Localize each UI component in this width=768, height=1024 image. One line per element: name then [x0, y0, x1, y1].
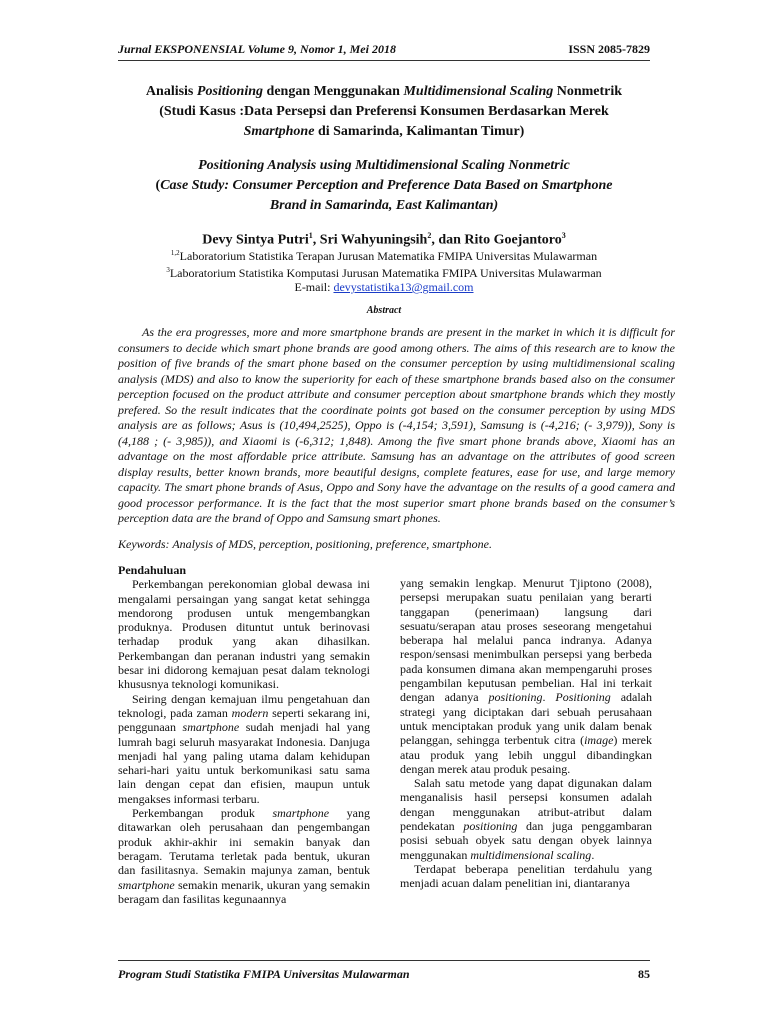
title-text: Positioning: [196, 84, 264, 99]
text: Seiring dengan kemajuan ilmu pengetahuan dan teknologi, pada zaman: [118, 691, 370, 720]
text: smartphone: [182, 720, 240, 735]
email-link[interactable]: devystatistika13@gmail.com: [333, 280, 474, 294]
affiliations: [140, 246, 628, 294]
title-text: Analisis: [145, 84, 197, 99]
text: Positioning: [555, 690, 611, 705]
subtitle-text: Smartphone: [243, 124, 315, 139]
paragraph: Perkembangan perekonomian global dewasa ini mengalami persaingan yang sangat ketat sehingga mendorong produsen untuk mengembangkan produknya. Produsen dituntut untuk berinovasi terhadap produk yang akan dihasilkan. Perkembangan dan peranan industri yang semakin besar ini didorong kemajuan pesat dalam teknologi khususnya teknologi komunikasi.: [118, 577, 370, 692]
text: positioning: [488, 690, 543, 705]
text: .: [542, 690, 556, 705]
paragraph: [118, 806, 370, 906]
title-indonesian: [140, 82, 628, 142]
text: Perkembangan produk: [132, 806, 273, 821]
text: multidimensional scaling: [470, 847, 592, 862]
paragraph: Terdapat beberapa penelitian terdahulu yang menjadi acuan dalam penelitian ini, diantaranya: [400, 861, 652, 891]
author-name: , dan Rito Goejantoro: [431, 232, 562, 248]
author-name: , Sri Wahyuningsih: [312, 232, 428, 248]
title-text: Multidimensional Scaling: [403, 84, 554, 99]
keywords: Keywords: Analysis of MDS, perception, positioning, preference, smartphone.: [118, 537, 492, 551]
text: smartphone: [118, 877, 175, 892]
title-en-text: Case Study: Consumer Perception and Preference Data Based on Smartphone Brand in Samarinda, East Kalimantan): [160, 178, 613, 213]
author-sup: 1: [308, 231, 313, 240]
abstract-text: As the era progresses, more and more smartphone brands are present in the market in which it is difficult for consumers to decide which smart phone brands are good among others. The aims of this research are to know the position of five brands of the smart phone based on the consumer perception by using multidimensional scaling analysis (MDS) and also to know the superiority for each of these smartphone brands based also on the consumer perception focused on the product attribute and consumer perception about smartphone brands which they mostly prefered. So the result indicates that the coordinate points got based on the consumer perception by using MDS analysis are as follows; Asus is (10,494,2525), Oppo is (-4,154; 3,591), Samsung is (-4,216; (- 3,979)), Sony is (4,188 ; (- 3,985)), and Xiaomi is (-6,312; 1,848). Among the five smart phone brands above, Xiaomi has an advantage on the most affordable price attribute. Samsung has an advantage on the attributes of good screen display results, better known brands, more beautiful designs, complete features, ease for use, and large memory capacity. The smart phone brands of Asus, Oppo and Sony have the advantage on the results of a good camera and good processor performance. It is the fact that the most superior smart phone brands based on the consumer’s perception data are the brand of Oppo and Samsung smart phones.: [118, 325, 675, 525]
author-name: Devy Sintya Putri: [202, 232, 309, 248]
text: .: [591, 847, 595, 862]
author-sup: 2: [427, 231, 432, 240]
footer-text: Program Studi Statistika FMIPA Universitas Mulawarman: [118, 967, 410, 981]
affiliation-text: Laboratorium Statistika Terapan Jurusan Matematika FMIPA Universitas Mulawarman: [179, 249, 598, 263]
footer-rule: [118, 960, 650, 961]
issn: ISSN 2085-7829: [568, 42, 650, 56]
running-footer: [118, 967, 650, 982]
paragraph: [400, 576, 652, 776]
text: ) merek atau produk yang lebih unggul dibandingkan dengan merek atau produk pesaing.: [400, 733, 652, 776]
text: yang ditawarkan oleh perusahaan dan pengembangan produk akhir-akhir ini semakin banyak dan beragam. Terutama terletak pada bentuk, ukuran dan fasilitasnya. Semakin majunya zaman, bentuk: [118, 806, 370, 878]
title-en-text: (: [155, 178, 161, 193]
column-right: [400, 576, 652, 891]
text: Salah satu metode yang dapat digunakan dalam menganalisis hasil persepsi konsumen adalah dengan menggunakan atribut-atribut dalam pendekatan: [400, 776, 652, 834]
paragraph: [400, 776, 652, 862]
abstract-body: [118, 325, 675, 527]
subtitle-text: (Studi Kasus :Data Persepsi dan Preferensi Konsumen Berdasarkan Merek: [159, 104, 609, 119]
title-text: dengan Menggunakan: [263, 84, 404, 99]
column-left: [118, 563, 370, 906]
abstract-heading: Abstract: [366, 305, 402, 316]
affiliation-text: Laboratorium Statistika Komputasi Jurusan Matematika FMIPA Universitas Mulawarman: [169, 266, 602, 280]
email-label: E-mail:: [294, 280, 334, 294]
author-sup: 3: [561, 231, 566, 240]
paragraph: [118, 692, 370, 806]
header-rule: [118, 60, 650, 61]
text: yang semakin lengkap. Menurut Tjiptono (2008), persepsi merupakan suatu penilaian yang berarti tanggapan (penerimaan) langsung dari sesuatu/serapan atau proses seseorang mengetahui beberapa hal melalui panca indranya. Adanya respon/sensasi menimbulkan persepsi yang berbeda pada konsumen dimana akan mempengaruhi proses pengambilan keputusan pembelian. Hal ini terkait dengan adanya: [400, 576, 652, 705]
journal-name: Jurnal EKSPONENSIAL Volume 9, Nomor 1, Mei 2018: [118, 42, 396, 56]
text: smartphone: [272, 806, 330, 821]
running-header: [118, 42, 650, 57]
title-english: [140, 156, 628, 216]
text: seperti sekarang ini, penggunaan: [118, 705, 370, 735]
affil-sup: 3: [166, 266, 170, 274]
title-en-text: Positioning Analysis using Multidimensional Scaling Nonmetric: [198, 158, 570, 173]
text: image: [584, 733, 614, 748]
affil-sup: 1,2: [170, 249, 180, 257]
text: semakin menarik, ukuran yang semakin beragam dan fasilitas kegunaannya: [118, 877, 370, 906]
title-text: Nonmetrik: [553, 84, 623, 99]
text: adalah strategi yang diciptakan dari sebuah perusahaan untuk menciptakan produk yang unik dalam benak pelanggan, sehingga terbentuk citra (: [400, 690, 652, 748]
text: positioning: [463, 819, 518, 834]
page-number: 85: [638, 967, 650, 981]
text: sudah menjadi hal yang lumrah bagi seluruh masyarakat Indonesia. Danjuga menjadi hal yang paling utama dalam kehidupan sehari-hari yaitu untuk berkomunikasi satu sama lain dengan cepat dan efisien, maupun untuk mengakses informasi terbaru.: [118, 720, 371, 806]
section-heading: Pendahuluan: [118, 563, 187, 577]
text: modern: [231, 705, 269, 720]
subtitle-text: di Samarinda, Kalimantan Timur): [314, 124, 525, 139]
text: dan juga penggambaran posisi sebuah obyek satu dengan obyek lainnya menggunakan: [400, 819, 653, 862]
